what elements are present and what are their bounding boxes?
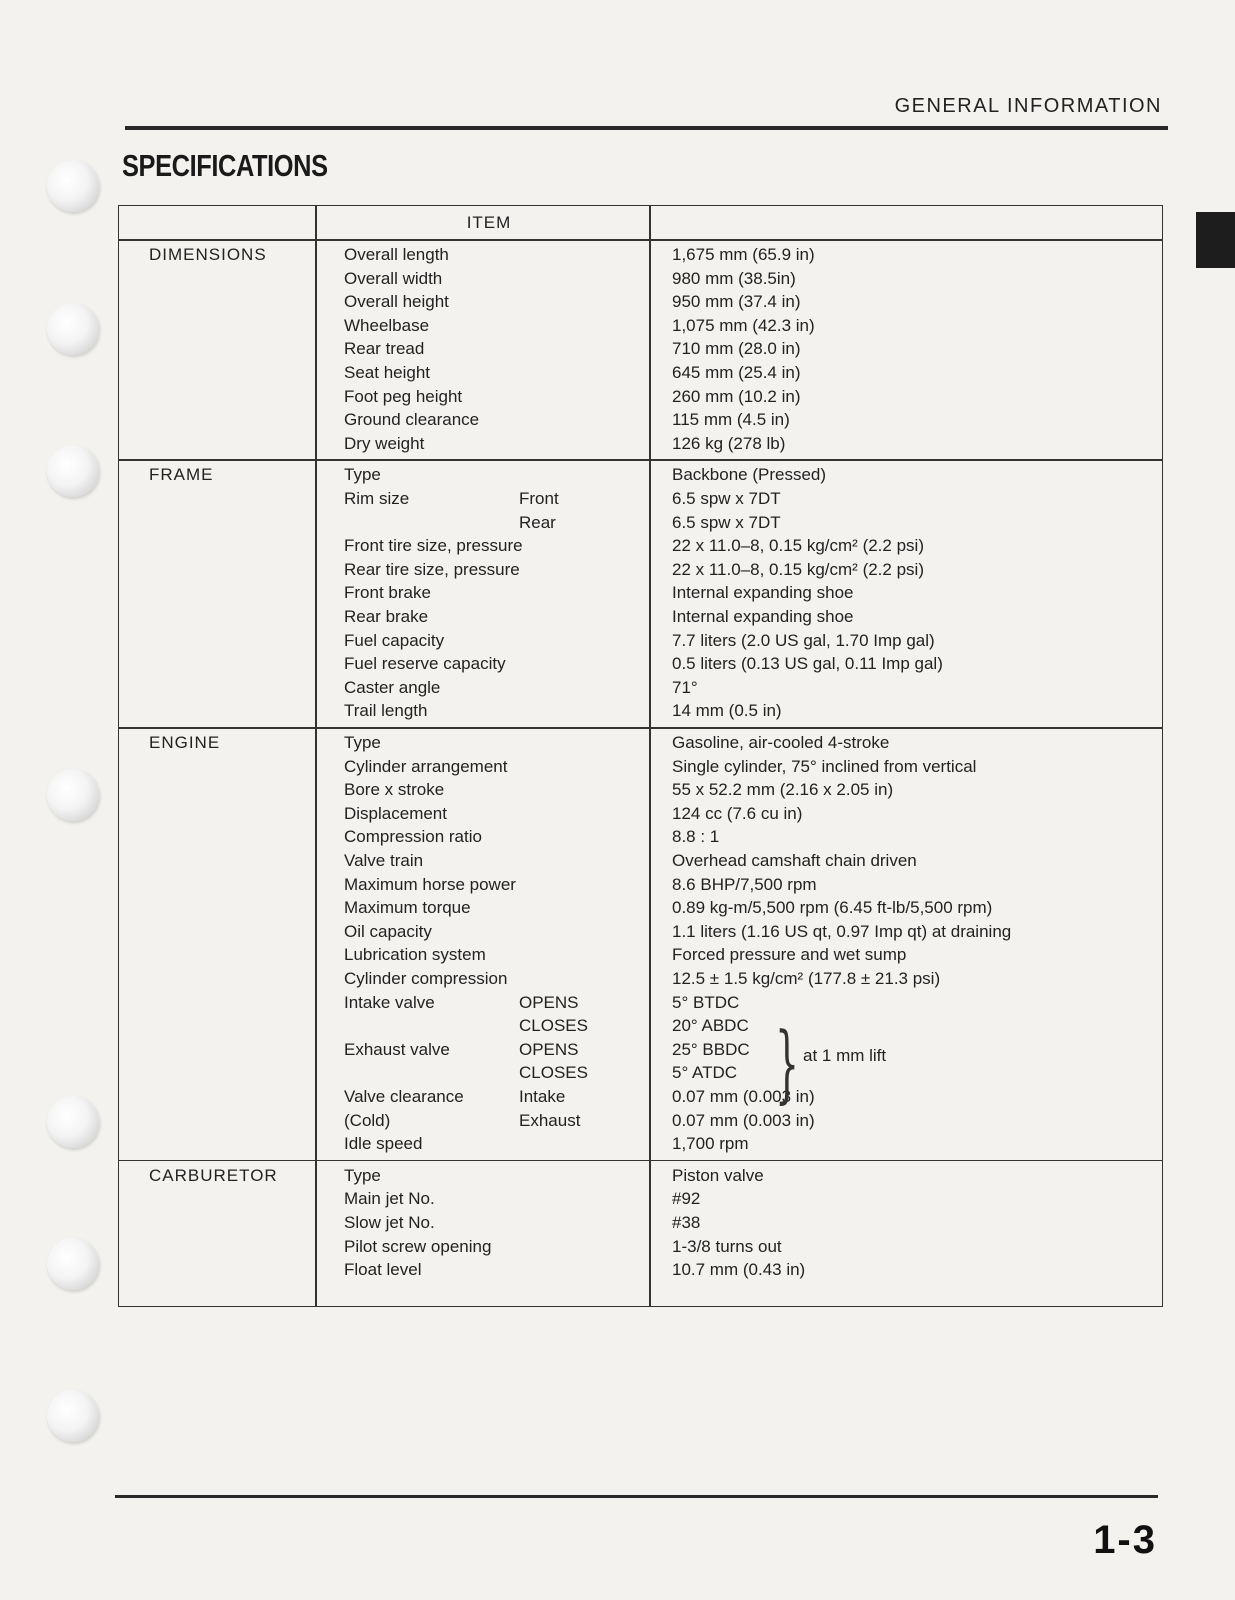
item-column-header: ITEM [466,213,512,232]
spec-item: Maximum torque [344,898,471,918]
row-divider [119,459,1162,461]
spec-item: Type [344,465,381,485]
spec-value: #38 [672,1213,701,1232]
spec-value: 5° ATDC [672,1063,738,1083]
spec-item: Front tire size, pressure [344,536,523,556]
spec-value: 22 x 11.0–8, 0.15 kg/cm² (2.2 psi) [672,536,924,556]
spec-item: Bore x stroke [344,780,445,800]
spec-item: Pilot screw opening [344,1236,492,1256]
spec-item: Intake valve [344,992,435,1012]
section-title: SPECIFICATIONS [122,148,328,183]
binder-hole [47,769,99,821]
spec-subitem: OPENS [519,1039,579,1059]
spec-value: 0.89 kg-m/5,500 rpm (6.45 ft-lb/5,500 rpm) [672,898,993,918]
spec-item: Oil capacity [344,921,432,941]
spec-item: Type [344,1165,381,1185]
spec-item: (Cold) [344,1110,391,1130]
spec-item: Cylinder arrangement [344,756,508,776]
spec-item: Lubrication system [344,945,486,965]
binder-hole [47,1096,99,1148]
spec-value: 7.7 liters (2.0 US gal, 1.70 Imp gal) [672,630,935,650]
spec-item: Ground clearance [344,410,480,430]
spec-value: 6.5 spw x 7DT [672,512,781,532]
spec-item: Foot peg height [344,386,463,406]
spec-item: Front brake [344,583,431,603]
binder-hole [47,445,99,497]
spec-value: 5° BTDC [672,992,740,1012]
section-label: DIMENSIONS [149,245,267,264]
spec-item: Compression ratio [344,827,482,847]
spec-item: Rear brake [344,607,429,626]
spec-value: 0.07 mm (0.003 in) [672,1110,815,1130]
spec-subitem: CLOSES [519,1016,588,1036]
spec-item: Type [344,733,381,752]
spec-item: Seat height [344,363,431,382]
column-divider [649,206,651,1306]
spec-value: 1,700 rpm [672,1134,749,1154]
spec-item: Wheelbase [344,315,430,335]
spec-value: 126 kg (278 lb) [672,433,786,453]
spec-value: 8.6 BHP/7,500 rpm [672,874,817,894]
spec-value: 1-3/8 turns out [672,1236,782,1256]
spec-value: Overhead camshaft chain driven [672,851,917,870]
spec-value: 645 mm (25.4 in) [672,363,801,382]
spec-item: Exhaust valve [344,1039,450,1059]
spec-value: Single cylinder, 75° inclined from vertical [672,756,977,776]
spec-value: 8.8 : 1 [672,827,720,847]
spec-subitem: Exhaust [519,1110,581,1130]
spec-item: Slow jet No. [344,1213,435,1232]
spec-item: Valve clearance [344,1087,464,1106]
spec-value: 10.7 mm (0.43 in) [672,1260,806,1280]
spec-subitem: CLOSES [519,1063,588,1083]
binder-hole [47,1390,99,1442]
spec-subitem: OPENS [519,992,579,1012]
spec-item: Idle speed [344,1134,423,1154]
spec-value: 12.5 ± 1.5 kg/cm² (177.8 ± 21.3 psi) [672,969,941,988]
spec-value: 980 mm (38.5in) [672,268,796,288]
spec-subitem: Rear [519,512,556,532]
spec-value: Backbone (Pressed) [672,465,827,485]
spec-value: 0.5 liters (0.13 US gal, 0.11 Imp gal) [672,654,943,674]
spec-value: 115 mm (4.5 in) [672,410,790,430]
spec-value: 25° BBDC [672,1039,750,1059]
spec-item: Main jet No. [344,1189,435,1209]
page-number: 1-3 [1093,1518,1157,1562]
spec-subitem: Intake [519,1087,566,1106]
spec-value: 14 mm (0.5 in) [672,701,782,721]
row-divider [119,239,1162,241]
binder-hole [47,303,99,355]
section-label: CARBURETOR [149,1165,278,1185]
spec-item: Caster angle [344,677,441,697]
spec-subitem: Front [519,489,559,508]
section-label: FRAME [149,465,214,485]
spec-value: 260 mm (10.2 in) [672,386,801,406]
spec-item: Rim size [344,489,410,508]
spec-item: Displacement [344,803,447,823]
section-tab-marker [1196,212,1235,268]
spec-value: Internal expanding shoe [672,583,854,603]
spec-value: 71° [672,677,698,697]
spec-item: Float level [344,1260,422,1280]
column-divider [315,206,317,1306]
valve-timing-brace: } [775,1014,800,1112]
spec-item: Overall length [344,245,449,264]
binder-hole [47,1238,99,1290]
spec-value: 55 x 52.2 mm (2.16 x 2.05 in) [672,780,894,800]
spec-value: #92 [672,1189,701,1209]
spec-item: Overall height [344,292,449,312]
spec-item: Cylinder compression [344,969,508,988]
spec-value: 1,075 mm (42.3 in) [672,315,815,335]
lift-note: at 1 mm lift [803,1046,887,1065]
spec-value: 0.07 mm (0.003 in) [672,1087,815,1106]
spec-value: 710 mm (28.0 in) [672,339,801,359]
spec-value: Internal expanding shoe [672,607,854,626]
spec-value: 124 cc (7.6 cu in) [672,803,803,823]
header-rule [125,126,1168,130]
spec-item: Dry weight [344,433,425,453]
row-divider [119,727,1162,729]
spec-item: Trail length [344,701,428,721]
spec-item: Rear tire size, pressure [344,559,520,579]
spec-item: Overall width [344,268,443,288]
spec-item: Fuel capacity [344,630,445,650]
footer-rule [115,1495,1158,1498]
spec-item: Fuel reserve capacity [344,654,506,674]
spec-item: Maximum horse power [344,874,516,894]
spec-value: 6.5 spw x 7DT [672,489,781,508]
spec-value: 1,675 mm (65.9 in) [672,245,815,264]
spec-value: Piston valve [672,1165,764,1185]
spec-value: Forced pressure and wet sump [672,945,907,965]
section-label: ENGINE [149,733,221,752]
spec-item: Rear tread [344,339,425,359]
binder-hole [47,160,99,212]
spec-value: 950 mm (37.4 in) [672,292,801,312]
spec-value: 1.1 liters (1.16 US qt, 0.97 Imp qt) at draining [672,921,1012,941]
spec-value: 22 x 11.0–8, 0.15 kg/cm² (2.2 psi) [672,559,924,579]
specifications-table [118,205,1163,1307]
spec-item: Valve train [344,851,424,870]
row-divider [119,1160,1162,1162]
running-header: GENERAL INFORMATION [894,95,1162,117]
spec-value: 20° ABDC [672,1016,749,1036]
spec-value: Gasoline, air-cooled 4-stroke [672,733,890,752]
